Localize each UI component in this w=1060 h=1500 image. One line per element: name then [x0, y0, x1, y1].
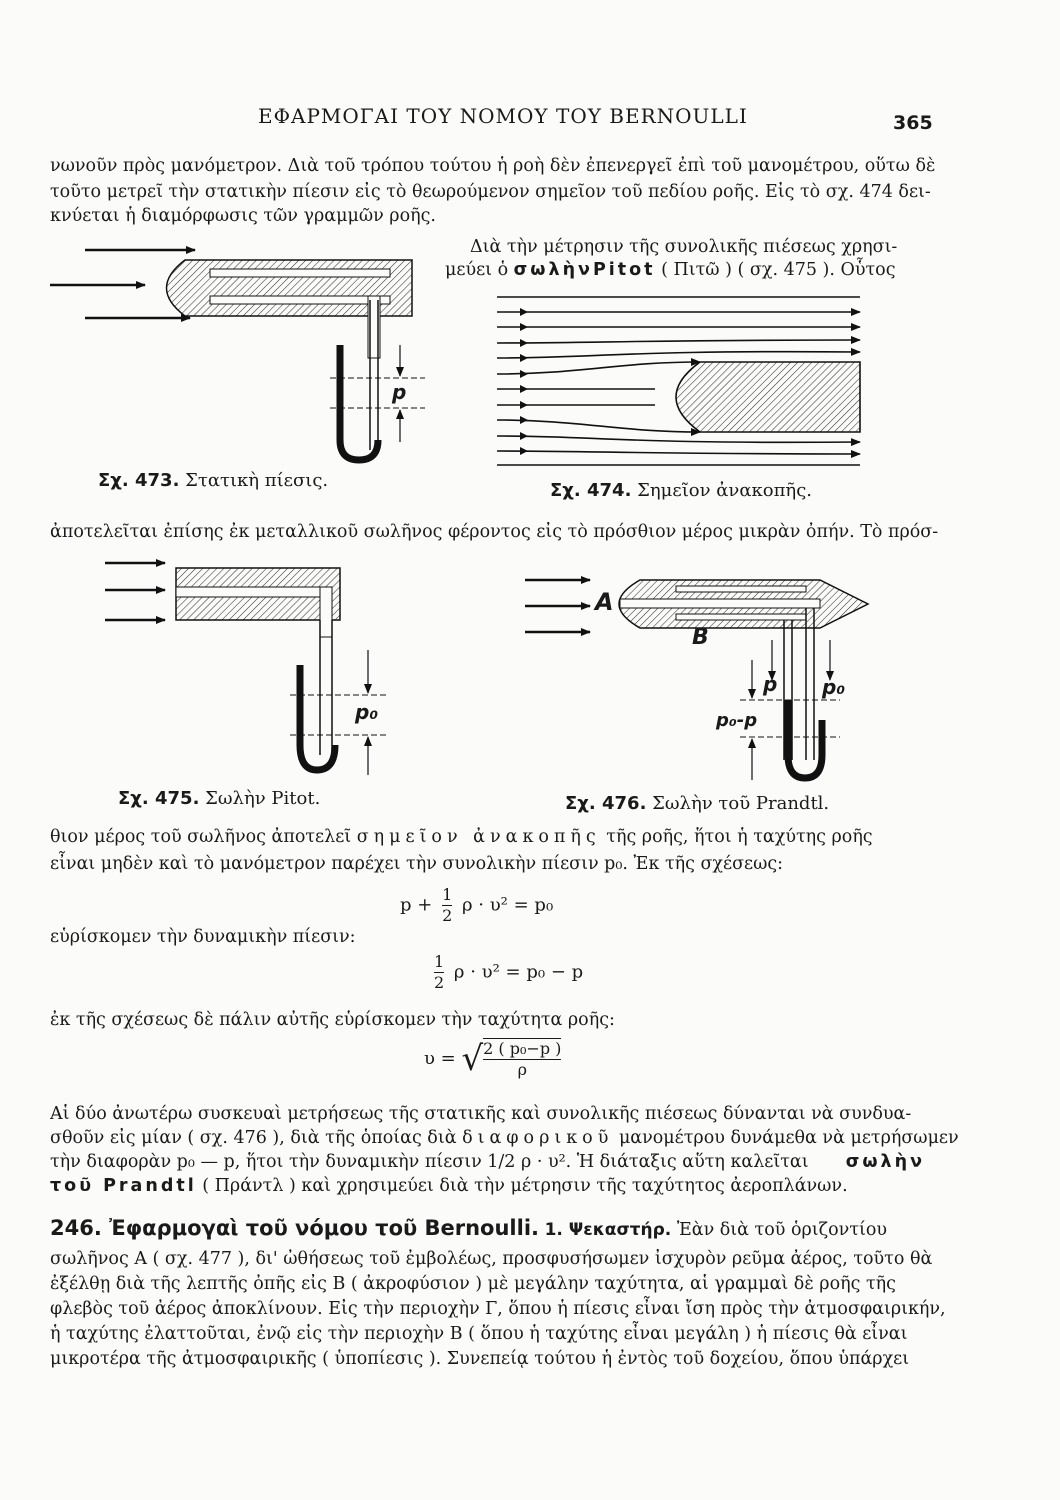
- text-line: σωλῆνος Α ( σχ. 477 ), δι' ὠθήσεως τοῦ ἐμβολέως, προσφυσήσωμεν ἰσχυρὸν ρεῦμα ἀέρος, τοῦτο θὰ: [50, 1249, 933, 1269]
- text-line: εὑρίσκομεν τὴν δυναμικὴν πίεσιν:: [50, 927, 356, 947]
- text-line: κνύεται ἡ διαμόρφωσις τῶν γραμμῶν ροῆς.: [50, 206, 436, 226]
- label-p0: p₀: [355, 700, 379, 724]
- running-header: ΕΦΑΡΜΟΓΑΙ ΤΟΥ ΝΟΜΟΥ ΤΟΥ BERNOULLI: [258, 104, 748, 128]
- text-run: ( Πράντλ ) καὶ χρησιμεύει διὰ τὴν μέτρησιν τῆς ταχύτητος ἀεροπλάνων.: [196, 1176, 848, 1196]
- caption-text: Σωλὴν Pitot.: [205, 788, 321, 809]
- root-sign: √: [461, 1039, 484, 1079]
- eq-term: υ =: [424, 1048, 456, 1069]
- fraction: [442, 885, 452, 926]
- equation-2: [430, 952, 583, 993]
- caption-text: Στατικὴ πίεσις.: [185, 470, 329, 491]
- text-line: ἡ ταχύτης ἐλαττοῦται, ἐνῷ εἰς τὴν περιοχὴν Β ( ὅπου ἡ ταχύτης εἶναι μεγάλη ) ἡ πίεσις θὰ εἶναι: [50, 1324, 908, 1344]
- text-line: Διὰ τὴν μέτρησιν τῆς συνολικῆς πιέσεως χρησι-: [470, 237, 898, 257]
- denominator: 2: [442, 906, 453, 925]
- text-run: τῆς ροῆς, ἥτοι ἡ ταχύτης ροῆς: [600, 827, 873, 847]
- equation-3: [424, 1038, 565, 1080]
- label-p: p: [763, 672, 778, 696]
- text-line: [50, 1126, 959, 1150]
- figure-476-caption: [565, 793, 829, 814]
- label-p0: p₀: [822, 675, 846, 699]
- label-b: B: [692, 625, 709, 650]
- eq-term: ρ · υ² = p₀: [461, 894, 554, 916]
- page-number: 365: [893, 112, 933, 134]
- text-line: νωνοῦν πρὸς μανόμετρον. Διὰ τοῦ τρόπου τούτου ἡ ροὴ δὲν ἐπενεργεῖ ἐπὶ τοῦ μανομέτρου, οὕτω δὲ: [50, 156, 936, 176]
- denominator: ρ: [517, 1060, 527, 1079]
- caption-text: Σημεῖον ἀνακοπῆς.: [637, 480, 813, 501]
- text-run: μανομέτρου δυνάμεθα νὰ μετρήσωμεν: [613, 1128, 959, 1148]
- denominator: 2: [434, 973, 445, 992]
- text-line: φλεβὸς τοῦ ἀέρος ἀποκλίνουν. Εἰς τὴν περιοχὴν Γ, ὅπου ἡ πίεσις εἶναι ἴση πρὸς τὴν ἀτμοσφαιρικήν,: [50, 1299, 946, 1319]
- text-line: ἐξέλθῃ διὰ τῆς λεπτῆς ὀπῆς εἰς Β ( ἀκροφύσιον ) μὲ μεγάλην ταχύτητα, αἱ γραμμαὶ δὲ ροῆς τῆς: [50, 1274, 896, 1294]
- term-pitot-tube: σωλὴν: [513, 260, 593, 280]
- text-run: Ἐὰν διὰ τοῦ ὁριζοντίου: [671, 1220, 888, 1240]
- term-stagnation-point: σημεῖον ἀνακοπῆς: [356, 827, 601, 847]
- text-run: θιον μέρος τοῦ σωλῆνος ἀποτελεῖ: [50, 827, 357, 847]
- text-line: ἐκ τῆς σχέσεως δὲ πάλιν αὐτῆς εὑρίσκομεν τὴν ταχύτητα ροῆς:: [50, 1010, 615, 1030]
- term-tube: σωλὴν: [845, 1152, 925, 1172]
- text-line: ἀποτελεῖται ἐπίσης ἐκ μεταλλικοῦ σωλῆνος φέροντος εἰς τὸ πρόσθιον μέρος μικρὰν ὀπήν. Τὸ πρόσ-: [50, 522, 939, 542]
- figure-number: Σχ. 473.: [98, 470, 180, 491]
- figure-number: Σχ. 476.: [565, 793, 647, 814]
- subsection-title: 1. Ψεκαστήρ.: [544, 1220, 672, 1240]
- text-run: τὴν διαφορὰν p₀ — p, ἥτοι τὴν δυναμικὴν πίεσιν 1/2 ρ · υ². Ἡ διάταξις αὕτη καλεῖται: [50, 1152, 809, 1172]
- text-line: εἶναι μηδὲν καὶ τὸ μανόμετρον παρέχει τὴν συνολικὴν πίεσιν p₀. Ἐκ τῆς σχέσεως:: [50, 854, 784, 874]
- text-line: μικροτέρα τῆς ἀτμοσφαιρικῆς ( ὑποπίεσις ). Συνεπείᾳ τούτου ἡ ἐντὸς τοῦ δοχείου, ὅπου ὑπάρχει: [50, 1349, 910, 1369]
- text-line: [50, 1150, 925, 1174]
- text-line: [50, 825, 925, 849]
- text-run: ( Πιτῶ ) ( σχ. 475 ). Οὗτος: [655, 260, 896, 280]
- numerator: 1: [442, 885, 453, 904]
- term-differential: διαφορικοῦ: [462, 1128, 614, 1148]
- numerator: 1: [434, 952, 445, 971]
- eq-term: ρ · υ² = p₀ − p: [453, 961, 584, 983]
- fraction: [483, 1038, 561, 1080]
- equation-1: [400, 885, 553, 926]
- fraction: [434, 952, 444, 993]
- numerator: 2 ( p₀−p ): [483, 1039, 562, 1058]
- caption-text: Σωλὴν τοῦ Prandtl.: [652, 793, 830, 814]
- label-p0-minus-p: p₀-p: [716, 710, 758, 731]
- text-line: [50, 1174, 925, 1198]
- figure-number: Σχ. 474.: [550, 480, 632, 501]
- text-line: τοῦτο μετρεῖ τὴν στατικὴν πίεσιν εἰς τὸ θεωρούμενον σημεῖον τοῦ πεδίου ροῆς. Εἰς τὸ σχ. 474 δει-: [50, 182, 931, 202]
- text-run: σθοῦν εἰς μίαν ( σχ. 476 ), διὰ τῆς ὁποίας διὰ: [50, 1128, 463, 1148]
- section-heading: [50, 1214, 925, 1244]
- figure-number: Σχ. 475.: [118, 788, 200, 809]
- section-title: 246. Ἐφαρμογαὶ τοῦ νόμου τοῦ Bernoulli.: [50, 1216, 539, 1240]
- eq-term: p +: [400, 894, 433, 916]
- term-prandtl: τοῦ Prandtl: [50, 1176, 197, 1196]
- label-a: A: [595, 588, 614, 616]
- text-line: Αἱ δύο ἀνωτέρω συσκευαὶ μετρήσεως τῆς στατικῆς καὶ συνολικῆς πιέσεως δύνανται νὰ συνδυα-: [50, 1104, 912, 1124]
- label-p: p: [392, 380, 407, 404]
- text-run: μεύει ὁ: [445, 260, 514, 280]
- term-pitot: Pitot: [592, 260, 656, 280]
